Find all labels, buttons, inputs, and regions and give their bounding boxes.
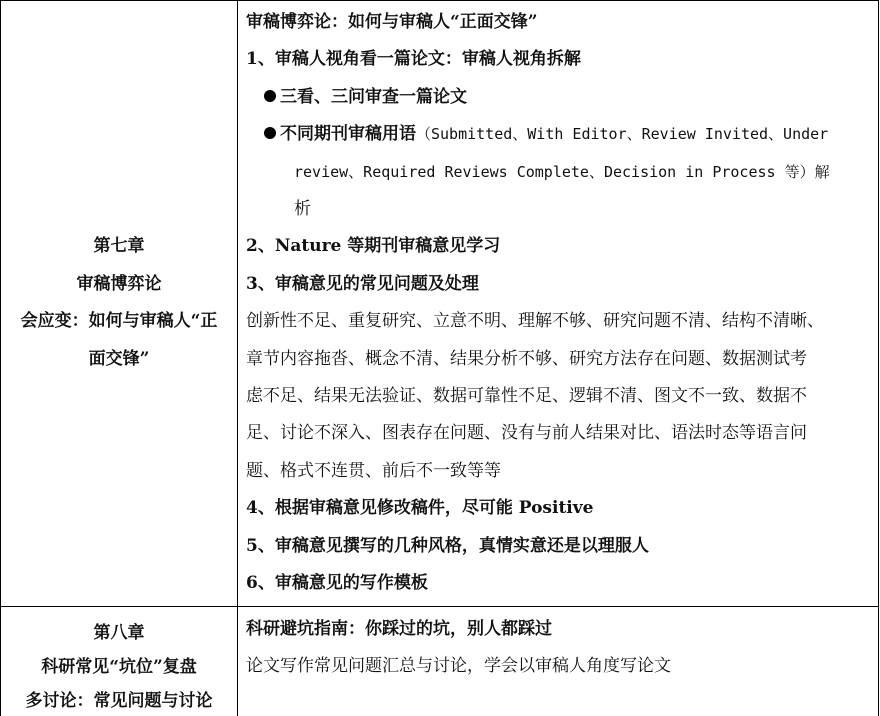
bullet-dot-icon [264,127,276,139]
chapter7-bullet-1 [246,79,870,116]
bullet-2-terms-line3: 析 [294,199,311,220]
bullet-1-text: 三看、三问审查一篇论文 [280,86,467,107]
bullet-2-terms-line1: （Submitted、With Editor、Review Invited、Under [416,125,829,144]
chapter7-paragraph-line5: 题、格式不连贯、前后不一致等等 [246,460,501,481]
chapter7-item-1: 1、审稿人视角看一篇论文：审稿人视角拆解 [246,49,581,70]
chapter7-row [1,1,879,607]
chapter8-subtitle: 多讨论：常见问题与讨论 [25,691,213,711]
chapter7-item-3: 3、审稿意见的常见问题及处理 [246,273,479,294]
chapter7-paragraph-line4: 足、讨论不深入、图表存在问题、没有与前人结果对比、语法时态等语言问 [246,423,807,444]
chapter7-item-4: 4、根据审稿意见修改稿件，尽可能 Positive [246,498,594,519]
chapter7-paragraph-line3: 虑不足、结果无法验证、数据可靠性不足、逻辑不清、图文不一致、数据不 [246,386,807,407]
bullet-dot-icon [264,90,276,102]
chapter8-left-cell [1,606,238,716]
chapter7-subtitle-line2: 面交锋” [88,348,150,369]
chapter8-section-title: 科研避坑指南：你踩过的坑，别人都踩过 [246,618,552,639]
chapter8-right-cell [238,606,879,716]
bullet-2-terms-line2: review、Required Reviews Complete、Decision in Process 等）解 [294,162,830,181]
chapter7-item-2: 2、Nature 等期刊审稿意见学习 [246,236,501,257]
bullet-2-label: 不同期刊审稿用语 [280,124,416,145]
chapter7-section-title: 审稿博弈论：如何与审稿人“正面交锋” [246,12,538,32]
chapter7-paragraph-line2: 章节内容拖沓、概念不清、结果分析不够、研究方法存在问题、数据测试考 [246,348,807,369]
chapter7-bullet-2 [246,116,870,153]
chapter7-item-5: 5、审稿意见撰写的几种风格，真情实意还是以理服人 [246,535,649,556]
chapter7-subtitle-line1: 会应变：如何与审稿人“正 [20,311,218,332]
chapter7-number: 第七章 [93,236,145,257]
chapter8-number: 第八章 [93,623,145,643]
chapter7-left-cell [1,1,238,607]
chapter8-title: 科研常见“坑位”复盘 [41,657,197,677]
chapter8-description: 论文写作常见问题汇总与讨论，学会以审稿人角度写论文 [246,655,671,676]
chapter7-right-cell [238,1,879,607]
chapter8-row [1,606,879,716]
chapter7-item-6: 6、审稿意见的写作模板 [246,573,428,594]
chapter7-paragraph-line1: 创新性不足、重复研究、立意不明、理解不够、研究问题不清、结构不清晰、 [246,311,824,332]
chapter7-title: 审稿博弈论 [76,273,162,294]
